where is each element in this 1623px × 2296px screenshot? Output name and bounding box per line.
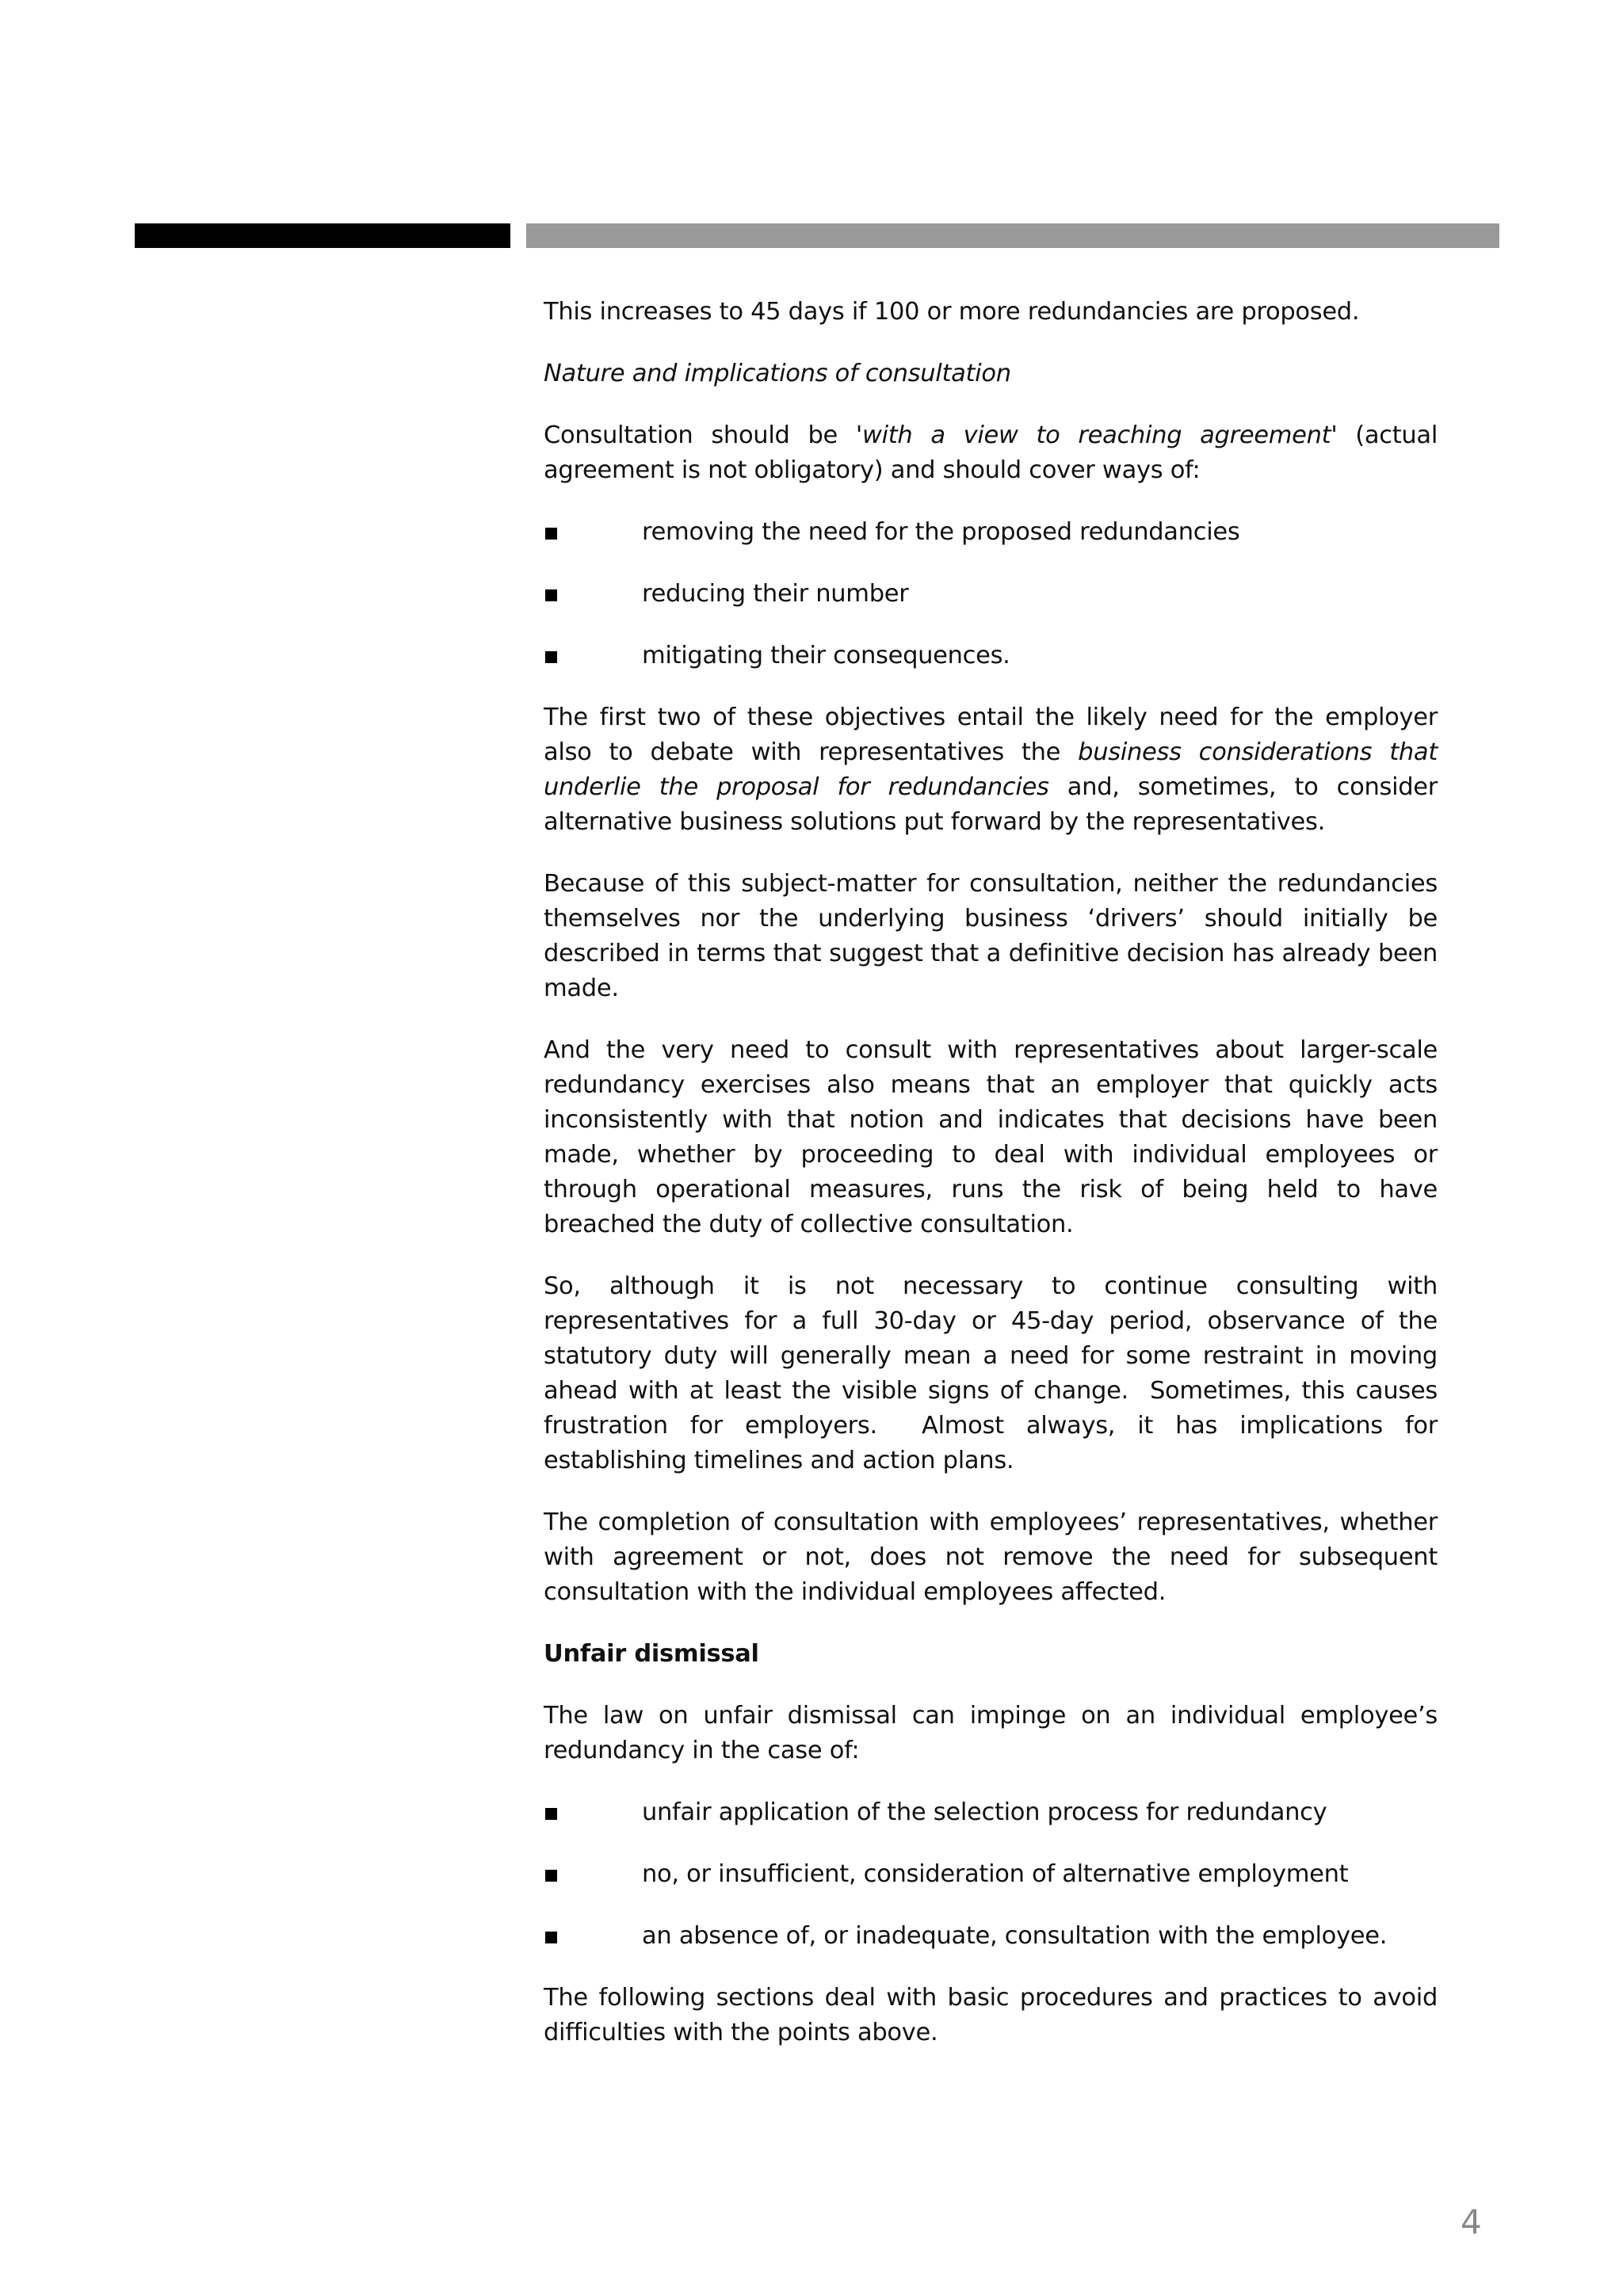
list-item (544, 639, 1438, 673)
list-item (544, 1795, 1438, 1830)
square-bullet-icon (545, 1932, 557, 1943)
objectives-text-start: The first two of these objectives entail the likely need for the employer also to debate with representatives the (544, 704, 1438, 766)
objectives-text-end: and, sometimes, to consider alternative business solutions put forward by the representatives. (544, 773, 1438, 836)
intro-paragraph: This increases to 45 days if 100 or more redundancies are proposed. (544, 298, 1360, 326)
square-bullet-icon (545, 589, 557, 601)
period-paragraph: So, although it is not necessary to continue consulting with representatives for a full 30-day or 45-day period, observance of the statutory duty will generally mean a need for some restraint in moving ahead with at least the visible signs of change. Sometimes, this causes frustration for employers. Almost always, it has implications for establishing timelines and action plans. (544, 1272, 1445, 1474)
square-bullet-icon (545, 1808, 557, 1820)
document-body (544, 295, 1445, 2077)
list-item-text: unfair application of the selection process for redundancy (642, 1798, 1327, 1826)
header-bar-black (135, 223, 510, 248)
square-bullet-icon (545, 651, 557, 663)
header-bar-grey (526, 223, 1499, 248)
consultation-quote: 'with a view to reaching agreement' (855, 421, 1338, 449)
consultation-text-end: (actual agreement is not obligatory) and should cover ways of: (544, 421, 1438, 484)
list-item-text: removing the need for the proposed redundancies (642, 518, 1240, 546)
objectives-paragraph (544, 700, 1438, 840)
unfair-dismissal-bullet-list (544, 1795, 1438, 1954)
subject-matter-paragraph: Because of this subject-matter for consultation, neither the redundancies themselves nor the underlying business ‘drivers’ should initially be described in terms that suggest that a definitive decision has already been made. (544, 870, 1438, 1002)
square-bullet-icon (545, 528, 557, 540)
page-number: 4 (1461, 2203, 1482, 2241)
consultation-paragraph (544, 418, 1438, 488)
closing-paragraph: The following sections deal with basic procedures and practices to avoid difficulties with the points above. (544, 1984, 1438, 2046)
list-item-text: reducing their number (642, 580, 909, 608)
consultation-text-start: Consultation should be (544, 421, 856, 449)
list-item (544, 1857, 1438, 1892)
unfair-dismissal-paragraph: The law on unfair dismissal can impinge on an individual employee’s redundancy in the case of: (544, 1702, 1438, 1764)
objectives-emphasis: business considerations that underlie the proposal for redundancies (544, 738, 1438, 801)
consultation-subheading: Nature and implications of consultation (544, 360, 1011, 387)
completion-paragraph: The completion of consultation with employees’ representatives, whether with agreement or not, does not remove the need for subsequent consultation with the individual employees affected. (544, 1508, 1438, 1606)
list-item-text: an absence of, or inadequate, consultation with the employee. (642, 1922, 1388, 1950)
consultation-bullet-list (544, 515, 1438, 673)
larger-scale-paragraph: And the very need to consult with representatives about larger-scale redundancy exercises also means that an employer that quickly acts inconsistently with that notion and indicates that decisions have been made, whether by proceeding to deal with individual employees or through operational measures, runs the risk of being held to have breached the duty of collective consultation. (544, 1036, 1438, 1238)
list-item-text: mitigating their consequences. (642, 642, 1010, 669)
square-bullet-icon (545, 1870, 557, 1882)
list-item-text: no, or insufficient, consideration of alternative employment (642, 1860, 1349, 1888)
list-item (544, 515, 1438, 550)
list-item (544, 1919, 1438, 1954)
unfair-dismissal-heading: Unfair dismissal (544, 1640, 759, 1668)
list-item (544, 577, 1438, 612)
